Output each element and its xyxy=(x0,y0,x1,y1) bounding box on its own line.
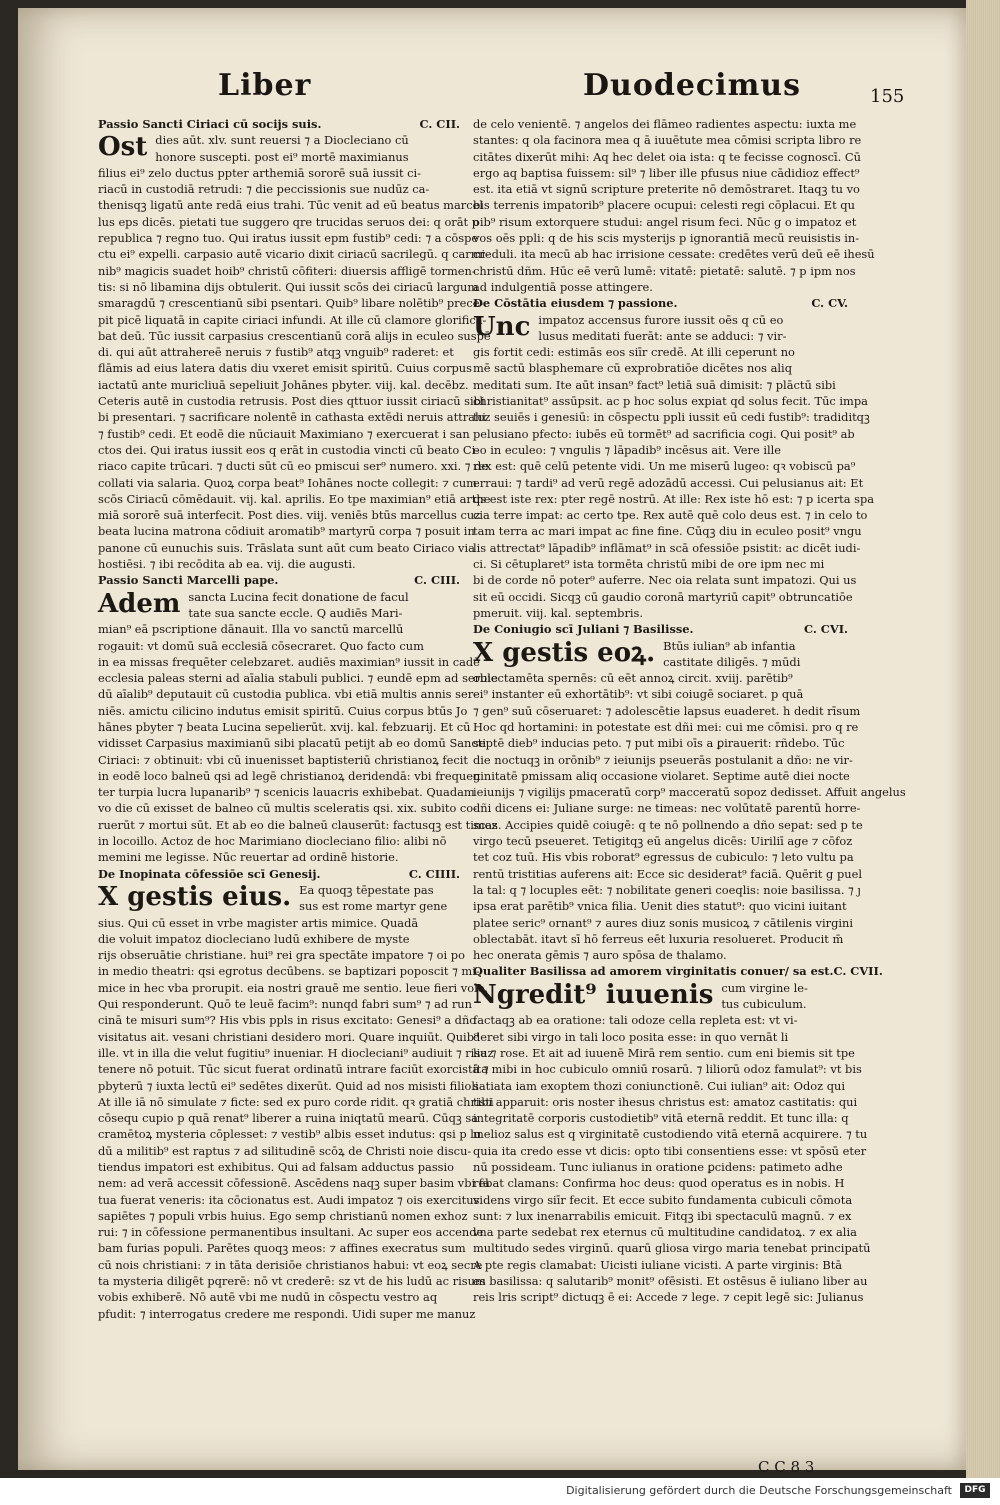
text-line: Hoc qd hortamini: in potestate est dñi mei: cui me cōmisi. pro q re xyxy=(473,719,859,734)
text-line: miā sororē suā interfecit. Post dies. viij. veniēs btūs marcellus cuz xyxy=(98,508,481,523)
text-line: sancta Lucina fecit donatione de facul xyxy=(188,589,409,604)
incipit-initial: Ngredit⁹ iuuenis xyxy=(473,979,714,1010)
text-line: sunt: ⁊ lux inenarrabilis emicuit. Fitqꝫ ibi spectaculū magnū. ⁊ ex xyxy=(473,1208,852,1223)
text-line: gis fortit cedi: estimās eos siīr credē. At illi ceperunt no xyxy=(473,345,795,360)
text-line: pmeruit. viij. kal. septembris. xyxy=(473,605,643,620)
text-line: ginitatē pmissam aliq occasione violaret. Septime autē diei nocte xyxy=(473,768,850,783)
text-line: sius. Qui cū esset in vrbe magister artis mimice. Quadā xyxy=(98,915,419,930)
text-line: deret sibi virgo in tali loco posita esse: in quo vernāt li xyxy=(473,1029,789,1044)
text-line: vobis exhiberē. Nō autē vbi me nudū in cōspectu vestro aq xyxy=(98,1290,438,1305)
chapter-heading xyxy=(473,963,883,979)
text-line: erraui: ⁊ tardi⁹ ad verū regē adozādū accessi. Cui pelusianus ait: Et xyxy=(473,475,864,490)
text-line: in eodē loco balneū qsi ad legē christianoꝝ deridendā: vbi frequen xyxy=(98,768,481,783)
footer-text: Digitalisierung gefördert durch die Deutsche Forschungsgemeinschaft xyxy=(566,1484,952,1497)
text-line: flāmis ad eius latera datis diu vxeret emisit spiritū. Cuius corpus xyxy=(98,361,472,376)
text-line: lis attrectat⁹ lāpadib⁹ inflāmat⁹ in scā ofessiōe psistit: ac dicēt iudi- xyxy=(473,540,861,555)
chapter-number: C. CII. xyxy=(419,117,460,131)
text-line: ter turpia lucra lupanarib⁹ ⁊ scenicis lauacris exhibebat. Quadam xyxy=(98,785,475,800)
text-line: stantes: q ola facinora mea q ā iuuētute mea cōmisi scripta libro re xyxy=(473,133,862,148)
text-line: ruerūt ⁊ mortui sūt. Et ab eo die balneū clauserūt: factusqꝫ est timoz xyxy=(98,817,498,832)
text-line: oib⁹ risum extorquere studui: angel risum feci. Nūc g o impatoz et xyxy=(473,214,857,229)
text-line: pelusiano pfecto: iubēs eū tormēt⁹ ad sacrificia cogi. Qui posit⁹ ab xyxy=(473,426,855,441)
text-line: ecclesia paleas sterni ad aīalia stabuli publici. ⁊ eundē epm ad seruie xyxy=(98,671,498,686)
text-line: visitatus ait. vesani christiani desidero mori. Quare inquiūt. Quib⁹ xyxy=(98,1029,479,1044)
text-line: dies aūt. xlv. sunt reuersi ⁊ a Diocleciano cū xyxy=(155,133,409,148)
text-line: bam furias populi. Parētes quoqꝫ meos: ⁊ affines execratus sum xyxy=(98,1241,466,1256)
text-line: es basilissa: q salutarib⁹ monit⁹ ofēsisti. Et ostēsus ē iuliano liber au xyxy=(473,1274,868,1289)
chapter-title: Passio Sancti Ciriaci cū socijs suis. xyxy=(98,117,322,131)
text-line: tam terra ac mari impat ac fine fine. Cūqꝫ diu in eculeo posit⁹ vngu xyxy=(473,524,862,539)
text-line: tua fuerat veneris: ita cōcionatus est. Audi impatoz ⁊ ois exercitus xyxy=(98,1192,480,1207)
text-line: vos oēs ppli: q de his scis mysterijs p ignorantiā mecū reuisistis in- xyxy=(473,231,860,246)
text-line: de celo venientē. ⁊ angelos dei flāmeo radientes aspectu: iuxta me xyxy=(473,117,857,131)
folio-number: 155 xyxy=(870,86,905,107)
text-line: ieiunijs ⁊ vigilijs pmaceratū corp⁹ macceratū sopoz dedisset. Affuit angelus xyxy=(473,785,906,800)
chapter-section xyxy=(473,963,883,1305)
text-line: At ille iā nō simulate ⁊ ficte: sed ex puro corde ridit. qꝛ gratiā christi xyxy=(98,1094,494,1109)
text-line: iactatū ante muricliuā sepeliuit Johānes pbyter. viij. kal. decēbz. xyxy=(98,377,469,392)
chapter-heading xyxy=(473,295,848,311)
text-line: tiendus impatori est exhibitus. Qui ad falsam adductus passio xyxy=(98,1160,455,1174)
text-line: ergo aq baptisa fuissem: sil⁹ ⁊ liber ille pfusus niue cādidioz effect⁹ xyxy=(473,165,860,180)
chapter-section xyxy=(98,572,498,865)
text-line: vna parte sedebat rex eternus cū multitudine candidatoꝝ. ⁊ ex alia xyxy=(473,1225,857,1240)
text-line: hec onerata gēmis ⁊ auro spōsa de thalamo. xyxy=(473,948,727,963)
text-line: creduli. ita mecū ab hac irrisione cessate: credētes verū deū eē ihesū xyxy=(473,247,875,262)
text-line: la tal: q ⁊ locuples eēt: ⁊ nobilitate generi coeqlis: noie basilissa. ⁊ ȷ xyxy=(473,882,861,897)
text-line: toz seuiēs i genesiū: in cōspectu ppli iussit eū cedi fustib⁹: tradiditqꝫ xyxy=(473,410,870,425)
text-line: beata lucina matrona cōdiuit aromatib⁹ martyrū corpa ⁊ posuit in xyxy=(98,524,475,539)
incipit-block xyxy=(473,312,848,345)
text-line: cū nois christiani: ⁊ in tāta derisiōe christianos habui: vt eoꝝ secre xyxy=(98,1257,483,1272)
text-line: rijs obseruātie christiane. hui⁹ rei gra spectāte impatore ⁊ oi po xyxy=(98,948,465,963)
text-line: bis terrenis impatorib⁹ placere ocupui: celesti regi cōplacui. Et qu xyxy=(473,198,855,213)
text-line: ita mibi in hoc cubiculo omniū rosarū. ⁊ liliorū odoz famulat⁹: vt bis xyxy=(473,1062,862,1077)
text-line: scas. Accipies quidē coiugē: q te nō pollnendo a dño sepat: sed p te xyxy=(473,817,863,832)
text-line: integritatē corporis custodietib⁹ vitā eternā reddit. Et tunc illa: q xyxy=(473,1111,849,1126)
text-line: meditati sum. Ite aūt insan⁹ fact⁹ letiā suā dimisit: ⁊ plāctū sibi xyxy=(473,377,836,392)
text-line: tate sua sancte eccle. Q audiēs Mari- xyxy=(188,605,403,620)
text-line: Ciriaci: ⁊ obtinuit: vbi cū inuenisset baptisteriū christianoꝝ fecit xyxy=(98,752,468,767)
text-line: ille. vt in illa die velut fugitiu⁹ inueniar. H diocleciani⁹ audiuit ⁊ risuz xyxy=(98,1045,494,1060)
text-line: lusus meditati fuerāt: ante se adduci: ⁊ vir- xyxy=(538,328,787,343)
text-line: ad indulgentiā posse attingere. xyxy=(473,279,653,294)
text-line: lus eps dicēs. pietati tue suggero qre trucidas seruos dei: q orāt p xyxy=(98,214,480,229)
incipit-initial: X gestis eoꝝ. xyxy=(473,637,656,668)
text-line: tis: si nō libamina dijs obtulerit. Qui iussit scōs dei ciriacū largum xyxy=(98,279,479,294)
text-line: rogauit: vt domū suā ecclesiā cōsecraret. Quo facto cum xyxy=(98,638,424,653)
text-line: melioz salus est q virginitatē custodiendo vitā eternā acquirere. ⁊ tu xyxy=(473,1127,868,1142)
text-line: rui: ⁊ in cōfessione permanentibus insultani. Ac super eos accende xyxy=(98,1225,484,1240)
signature-mark: C C 8 3 xyxy=(758,1458,815,1476)
text-line: rebat clamans: Confirma hoc deus: quod operatus es in nobis. H xyxy=(473,1176,845,1191)
text-line: reis lris script⁹ dictuqꝫ ē ei: Accede ⁊ lege. ⁊ cepit legē sic: Julianus xyxy=(473,1290,864,1305)
text-line: oblectamēta spernēs: cū eēt annoꝝ circit. xviij. parētib⁹ xyxy=(473,671,793,686)
text-line: ci. Si cētuplaret⁹ ista tormēta christū mibi de ore ipm nec mi xyxy=(473,557,825,572)
text-column-right xyxy=(473,116,906,1306)
text-line: A pte regis clamabat: Uicisti iuliane vicisti. A parte virginis: Btā xyxy=(473,1257,843,1272)
text-line: rex est: quē celū petente vidi. Un me miserū lugeo: qꝛ vobiscū pa⁹ xyxy=(473,459,856,474)
text-line: cinā te misuri sum⁹? His vbis ppls in risus excitato: Genesi⁹ a dño xyxy=(98,1013,477,1028)
incipit-initial: Unc xyxy=(473,311,531,342)
incipit-initial: Ost xyxy=(98,132,148,163)
text-line: rentū tristitias auferens ait: Ecce sic desiderat⁹ faciā. Quērit g puel xyxy=(473,866,862,881)
digitization-footer xyxy=(0,1478,1000,1505)
text-line: bi de corde nō poter⁹ auferre. Nec oia relata sunt impatozi. Qui us xyxy=(473,573,857,588)
text-line: hostiēsi. ⁊ ibi recōdita ab ea. vij. die augusti. xyxy=(98,557,356,572)
incipit-lines xyxy=(188,589,460,622)
incipit-lines xyxy=(721,980,848,1013)
text-line: riacū in custodiā retrudi: ⁊ die peccissionis sue nudūz ca- xyxy=(98,182,430,197)
text-line: sus est rome martyr gene xyxy=(299,899,448,914)
text-line: bat deū. Tūc iussit carpasius crescentianū corā alijs in eculeo suspē xyxy=(98,328,491,343)
incipit-block xyxy=(473,980,848,1013)
text-line: mian⁹ eā pscriptione dānauit. Illa vo sanctū marcellū xyxy=(98,622,404,637)
text-line: nib⁹ magicis suadet hoib⁹ christū cōfiteri: diuersis affligē tormen- xyxy=(98,263,476,278)
chapter-section xyxy=(473,295,875,621)
incipit-lines xyxy=(155,132,460,165)
chapter-number: C. CVII. xyxy=(833,964,883,979)
text-line: honore suscepti. post ei⁹ mortē maximianus xyxy=(155,149,409,164)
incipit-block xyxy=(98,132,460,165)
text-line: est. ita etiā vt signū scripture preterite nō demōstraret. Itaqꝫ tu vo xyxy=(473,182,860,197)
text-line: cōsequ cupio p quā renat⁹ liberer a ruina iniqtatū mearū. Cūqꝫ sa xyxy=(98,1111,478,1126)
text-line: filius ei⁹ zelo ductus ppter arthemiā sororē suā iussit ci- xyxy=(98,165,422,180)
text-line: castitate diligēs. ⁊ mūdi xyxy=(663,654,801,669)
text-line: cum virgine le- xyxy=(721,980,808,995)
text-line: tet coz tuū. His vbis roborat⁹ egressus de cubiculo: ⁊ leto vultu pa xyxy=(473,850,854,865)
chapter-section xyxy=(473,116,875,295)
chapter-number: C. CIIII. xyxy=(408,866,460,881)
text-line: in locoillo. Actoz de hoc Marimiano diocleciano filio: alibi nō xyxy=(98,834,447,849)
text-line: republica ⁊ regno tuo. Qui iratus iussit epm fustib⁹ cedi: ⁊ a cōspe xyxy=(98,231,479,246)
text-line: ⁊ fustib⁹ cedi. Et eodē die nūciauit Maximiano ⁊ exercuerat i san xyxy=(98,426,470,441)
chapter-heading xyxy=(98,116,460,132)
incipit-lines xyxy=(299,882,460,915)
chapter-title: De Coniugio scī Juliani ⁊ Basilisse. xyxy=(473,622,694,637)
chapter-section xyxy=(473,621,906,963)
text-line: tibi apparuit: oris noster ihesus christus est: amatoz castitatis: qui xyxy=(473,1094,858,1109)
chapter-title: Passio Sancti Marcelli pape. xyxy=(98,573,279,588)
text-line: tenere nō potuit. Tūc sicut fuerat ordinatū intrare faciūt exorcistā ⁊ xyxy=(98,1062,489,1077)
text-line: ctos dei. Qui iratus iussit eos q erāt in custodia vincti cū beato Ci- xyxy=(98,442,480,457)
text-line: riaco capite trūcari. ⁊ ducti sūt cū eo pmiscui ser⁹ numero. xxi. ⁊ de xyxy=(98,459,489,474)
text-line: ei⁹ instanter eū exhortātib⁹: vt sibi coiugē sociaret. p quā xyxy=(473,687,804,702)
text-line: di. qui aūt attrahereē neruis ⁊ fustib⁹ atqꝫ vnguib⁹ raderet: et xyxy=(98,345,454,360)
chapter-heading xyxy=(473,621,848,637)
text-line: oblectabāt. itavt sī hō ferreus eēt luxuria resolueret. Producit m̄ xyxy=(473,931,844,946)
text-line: pbyterū ⁊ iuxta lectū ei⁹ sedētes dixerūt. Quid ad nos misisti filioli xyxy=(98,1078,479,1093)
chapter-section xyxy=(98,116,491,572)
text-line: Qui responderunt. Quō te leuē facim⁹: nunqd fabri sum⁹ ⁊ ad run xyxy=(98,997,472,1012)
text-line: virgo tecū pseueret. Tetigitqꝫ eū angelus dicēs: Uiriliī age ⁊ cōfoz xyxy=(473,834,853,849)
text-line: Ceteris autē in custodia retrusis. Post dies qttuor iussit ciriacū sibi xyxy=(98,394,485,409)
text-line: tus cubiculum. xyxy=(721,997,807,1012)
incipit-lines xyxy=(538,312,848,345)
text-line: in medio theatri: qsi egrotus decūbens. se baptizari poposcit ⁊ mi- xyxy=(98,964,480,979)
text-line: cia terre impat: ac certo tpe. Rex autē quē colo deus est. ⁊ in celo to xyxy=(473,508,868,523)
text-line: cramētoꝝ mysteria cōplesset: ⁊ vestib⁹ albis esset indutus: qsi p lu xyxy=(98,1127,482,1142)
text-line: die noctuqꝫ in orōnib⁹ ⁊ ieiunijs pseuerās postulanit a dño: ne vir- xyxy=(473,752,853,767)
incipit-initial: X gestis eius. xyxy=(98,881,292,912)
text-line: pfudit: ⁊ interrogatus credere me respondi. Uidi super me manuz xyxy=(98,1306,476,1321)
text-line: ⁊ gen⁹ suū cōseruaret: ⁊ adolescētie lapsus euaderet. h dedit rīsum xyxy=(473,703,861,718)
text-line: hānes pbyter ⁊ beata Lucina sepelierūt. xvij. kal. febzuarij. Et cū xyxy=(98,719,471,734)
chapter-title: Qualiter Basilissa ad amorem virginitatis conuer/ sa est. xyxy=(473,964,834,979)
text-line: nem: ad verā accessit cōfessionē. Ascēdens naqꝫ super basim vbi fa xyxy=(98,1176,490,1191)
text-line: lia ⁊ rose. Et ait ad iuuenē Mirā rem sentio. cum eni biemis sit tpe xyxy=(473,1045,855,1060)
page-edges xyxy=(966,0,1000,1478)
text-line: Btūs iulian⁹ ab infantia xyxy=(663,638,796,653)
text-line: satiata iam exoptem thozi coniunctionē. Cui iulian⁹ ait: Odoz qui xyxy=(473,1078,845,1093)
text-line: smaragdū ⁊ crescentianū sibi psentari. Quib⁹ libare nolētib⁹ prece- xyxy=(98,296,484,311)
text-line: scōs Ciriacū cōmēdauit. vij. kal. aprilis. Eo tpe maximian⁹ etiā arthe xyxy=(98,491,491,506)
text-line: qs est iste rex: pter regē nostrū. At ille: Rex iste hō est: ⁊ p icerta spa xyxy=(473,491,875,506)
incipit-block xyxy=(98,589,460,622)
text-line: dñi dicens ei: Juliane surge: ne timeas: nec volūtatē parentū horre- xyxy=(473,801,861,816)
text-line: videns virgo siīr fecit. Et ecce subito fundamenta cubiculi cōmota xyxy=(473,1192,853,1207)
text-line: dū a militib⁹ est raptus ⁊ ad silitudinē scōꝝ de Christi noie discu- xyxy=(98,1143,472,1158)
text-line: collati via salaria. Quoꝝ corpa beat⁹ Iohānes nocte collegit: ⁊ cum xyxy=(98,475,477,490)
text-line: panone cū eunuchis suis. Trāslata sunt aūt cum beato Ciriaco via xyxy=(98,540,475,555)
text-line: eo in eculeo: ⁊ vngulis ⁊ lāpadib⁹ incēsus ait. Vere ille xyxy=(473,442,782,457)
text-line: ctu ei⁹ expelli. carpasio autē vicario dixit ciriacū sacrilegū. q carmi- xyxy=(98,247,490,262)
text-line: sapiētes ⁊ populi vrbis huius. Ego semp christianū nomen exhoz xyxy=(98,1208,468,1223)
chapter-title: De Inopinata cōfessiōe scī Genesij. xyxy=(98,866,321,881)
text-line: die voluit impatoz diocleciano ludū exhibere de myste xyxy=(98,931,410,946)
chapter-number: C. CV. xyxy=(811,296,848,311)
incipit-block xyxy=(473,638,848,671)
text-column-left xyxy=(98,116,498,1322)
incipit-initial: Adem xyxy=(98,588,181,619)
running-header-left: Liber xyxy=(218,68,312,103)
dfg-logo: DFG xyxy=(960,1483,990,1498)
book-page xyxy=(18,8,966,1476)
text-line: vo die cū exisset de balneo cū multis sceleratis qsi. xix. subito co- xyxy=(98,801,478,816)
text-line: factaqꝫ ab ea oratione: tali odoze cella repleta est: vt vi- xyxy=(473,1013,798,1028)
chapter-number: C. CVI. xyxy=(804,622,848,637)
text-line: impatoz accensus furore iussit oēs q cū eo xyxy=(538,312,784,327)
incipit-lines xyxy=(663,638,848,671)
text-line: quia ita credo esse vt dicis: opto tibi consentiens esse: vt spōsū eter xyxy=(473,1143,867,1158)
text-line: sit eū occidi. Sicqꝫ cū gaudio coronā martyriū capit⁹ obtruncatiōe xyxy=(473,589,853,604)
text-line: memini me legisse. Nūc reuertar ad ordinē historie. xyxy=(98,850,399,865)
chapter-section xyxy=(98,866,494,1322)
text-line: dū aīalib⁹ deputauit cū custodia publica. vbi etiā multis annis ser- xyxy=(98,687,478,702)
text-line: nū possideam. Tunc iulianus in oratione ꝑcidens: patimeto adhe xyxy=(473,1160,843,1174)
text-line: vidisset Carpasius maximianū sibi placatū petijt ab eo domū Sancti xyxy=(98,736,486,751)
running-header-right: Duodecimus xyxy=(583,68,802,103)
text-line: ta mysteria diligēt pqrerē: nō vt crederē: sz vt de his ludū ac risum xyxy=(98,1274,486,1289)
text-line: mē sactū blasphemare cū exprobratiōe dicētes nos aliq xyxy=(473,361,792,376)
chapter-heading xyxy=(98,572,460,588)
text-line: platee seric⁹ ornant⁹ ⁊ aures diuz sonis musicoꝝ ⁊ cātilenis virgini xyxy=(473,915,853,930)
text-line: citātes dixerūt mihi: Aq hec delet oia ista: q te fecisse cognoscī. Cū xyxy=(473,149,861,164)
chapter-heading xyxy=(98,866,460,882)
text-line: pit picē liquatā in capite ciriaci infundi. At ille cū clamore glorifica- xyxy=(98,312,487,327)
chapter-number: C. CIII. xyxy=(414,573,460,588)
text-line: niēs. amictu cilicino indutus emisit spiritū. Cuius corpus btūs Jo xyxy=(98,703,468,718)
text-line: ipsa erat parētib⁹ vnica filia. Uenit dies statut⁹: quo vicini iuitant xyxy=(473,899,847,914)
chapter-title: De Cōstātia eiusdem ⁊ passione. xyxy=(473,296,678,311)
text-line: in ea missas frequēter celebzaret. audiēs maximian⁹ iussit in cadē xyxy=(98,654,480,669)
text-line: christū dñm. Hūc eē verū lumē: vitatē: pietatē: salutē. ⁊ p ipm nos xyxy=(473,263,856,278)
text-line: septē dieb⁹ inducias peto. ⁊ put mibi oīs a ꝑirauerit: rñdebo. Tūc xyxy=(473,736,845,751)
incipit-block xyxy=(98,882,460,915)
text-line: Ea quoqꝫ tēpestate pas xyxy=(299,882,434,897)
text-line: bi presentari. ⁊ sacrificare nolentē in cathasta extēdi neruis attrahi xyxy=(98,410,486,425)
text-line: thenisqꝫ ligatū ante redā eius trahi. Tūc venit ad eū beatus marcel xyxy=(98,198,483,213)
text-line: mice in hec vba prorupit. eia nostri grauē me sentio. leue fieri volo. xyxy=(98,980,489,995)
text-line: multitudo sedes virginū. quarū gliosa virgo maria tenebat principatū xyxy=(473,1241,871,1256)
text-line: christianitat⁹ assūpsit. ac p hoc solus expiat qd solus fecit. Tūc impa xyxy=(473,394,868,409)
